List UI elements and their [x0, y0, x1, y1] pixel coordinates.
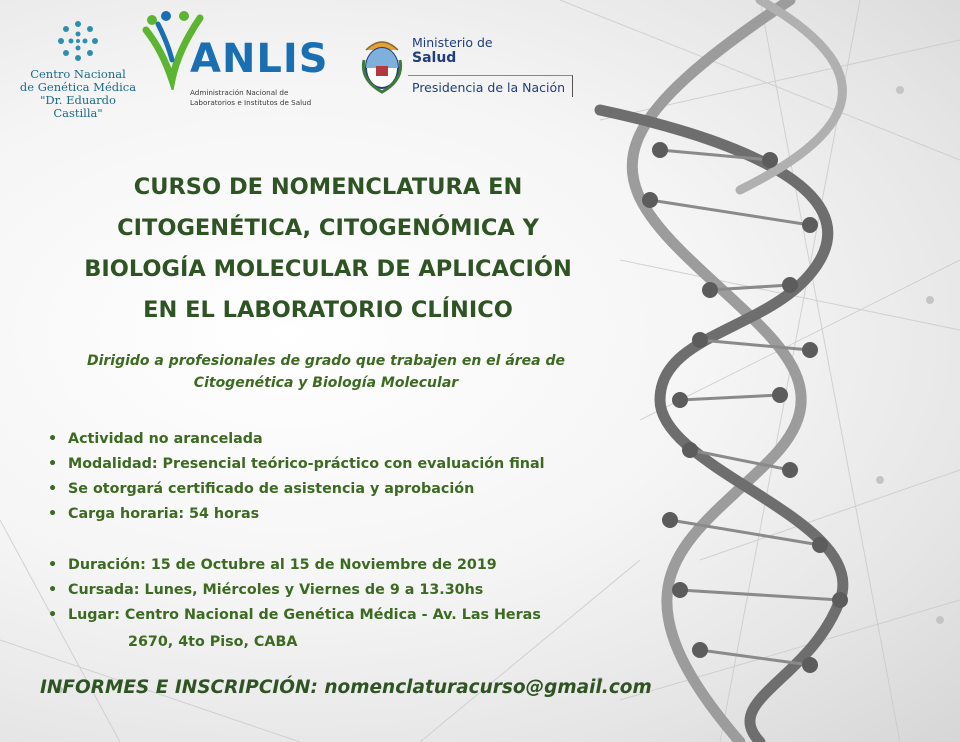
course-schedule-list: [48, 553, 541, 628]
schedule-days: Cursada: Lunes, Miércoles y Viernes de 9 a 13.30hs: [68, 582, 484, 598]
cng-line2: de Genética Médica: [19, 80, 137, 94]
cng-line1: Centro Nacional: [30, 67, 126, 81]
list-item: [48, 502, 545, 527]
detail-hours: Carga horaria: 54 horas: [68, 506, 260, 522]
cng-line3: "Dr. Eduardo Castilla": [40, 93, 116, 120]
course-details-list: [48, 427, 545, 527]
anlis-wordmark: ANLIS: [190, 36, 329, 82]
address-continuation: 2670, 4to Piso, CABA: [128, 634, 298, 650]
bullet: •: [48, 431, 58, 447]
bullet: •: [48, 582, 58, 598]
list-item: [48, 603, 541, 628]
anlis-subtitle: [190, 88, 350, 108]
subtitle-line1: Dirigido a profesionales de grado que trabajen en el área de: [86, 353, 566, 369]
bullet: •: [48, 456, 58, 472]
bullet: •: [48, 557, 58, 573]
detail-certificate: Se otorgará certificado de asistencia y aprobación: [68, 481, 475, 497]
detail-fee: Actividad no arancelada: [68, 431, 263, 447]
contact-email-link[interactable]: nomenclaturacurso@gmail.com: [324, 677, 652, 698]
national-coat-of-arms-icon: [360, 30, 404, 96]
list-item: [48, 427, 545, 452]
target-audience: [20, 350, 632, 394]
cng-network-icon: [55, 18, 101, 64]
title-line2: CITOGENÉTICA, CITOGENÓMICA Y: [117, 215, 539, 241]
contact-info: [40, 677, 652, 698]
list-item: [48, 452, 545, 477]
title-line4: EN EL LABORATORIO CLÍNICO: [143, 297, 513, 323]
schedule-duration: Duración: 15 de Octubre al 15 de Noviembre de 2019: [68, 557, 497, 573]
bullet: •: [48, 481, 58, 497]
subtitle-line2: Citogenética y Biología Molecular: [193, 375, 459, 391]
title-line1: CURSO DE NOMENCLATURA EN: [133, 174, 523, 200]
title-line3: BIOLOGÍA MOLECULAR DE APLICACIÓN: [84, 256, 572, 282]
list-item: [48, 553, 541, 578]
ministerio-line2: Salud: [412, 50, 457, 66]
contact-label: INFORMES E INSCRIPCIÓN:: [40, 677, 318, 698]
ministerio-salud-logo: [360, 28, 575, 103]
anlis-sub-line1: Administración Nacional de: [190, 88, 289, 97]
detail-modality: Modalidad: Presencial teórico-práctico con evaluación final: [68, 456, 545, 472]
schedule-location: Lugar: Centro Nacional de Genética Médica - Av. Las Heras: [68, 607, 541, 623]
anlis-logo: [138, 6, 348, 116]
bullet: •: [48, 607, 58, 623]
ministerio-line1: Ministerio de: [412, 35, 493, 50]
bullet: •: [48, 506, 58, 522]
cng-logo: [18, 18, 138, 120]
ministerio-line3: Presidencia de la Nación: [408, 75, 573, 97]
list-item: [48, 477, 545, 502]
course-title: [30, 167, 626, 331]
list-item: [48, 578, 541, 603]
anlis-sub-line2: Laboratorios e Institutos de Salud: [190, 98, 312, 107]
